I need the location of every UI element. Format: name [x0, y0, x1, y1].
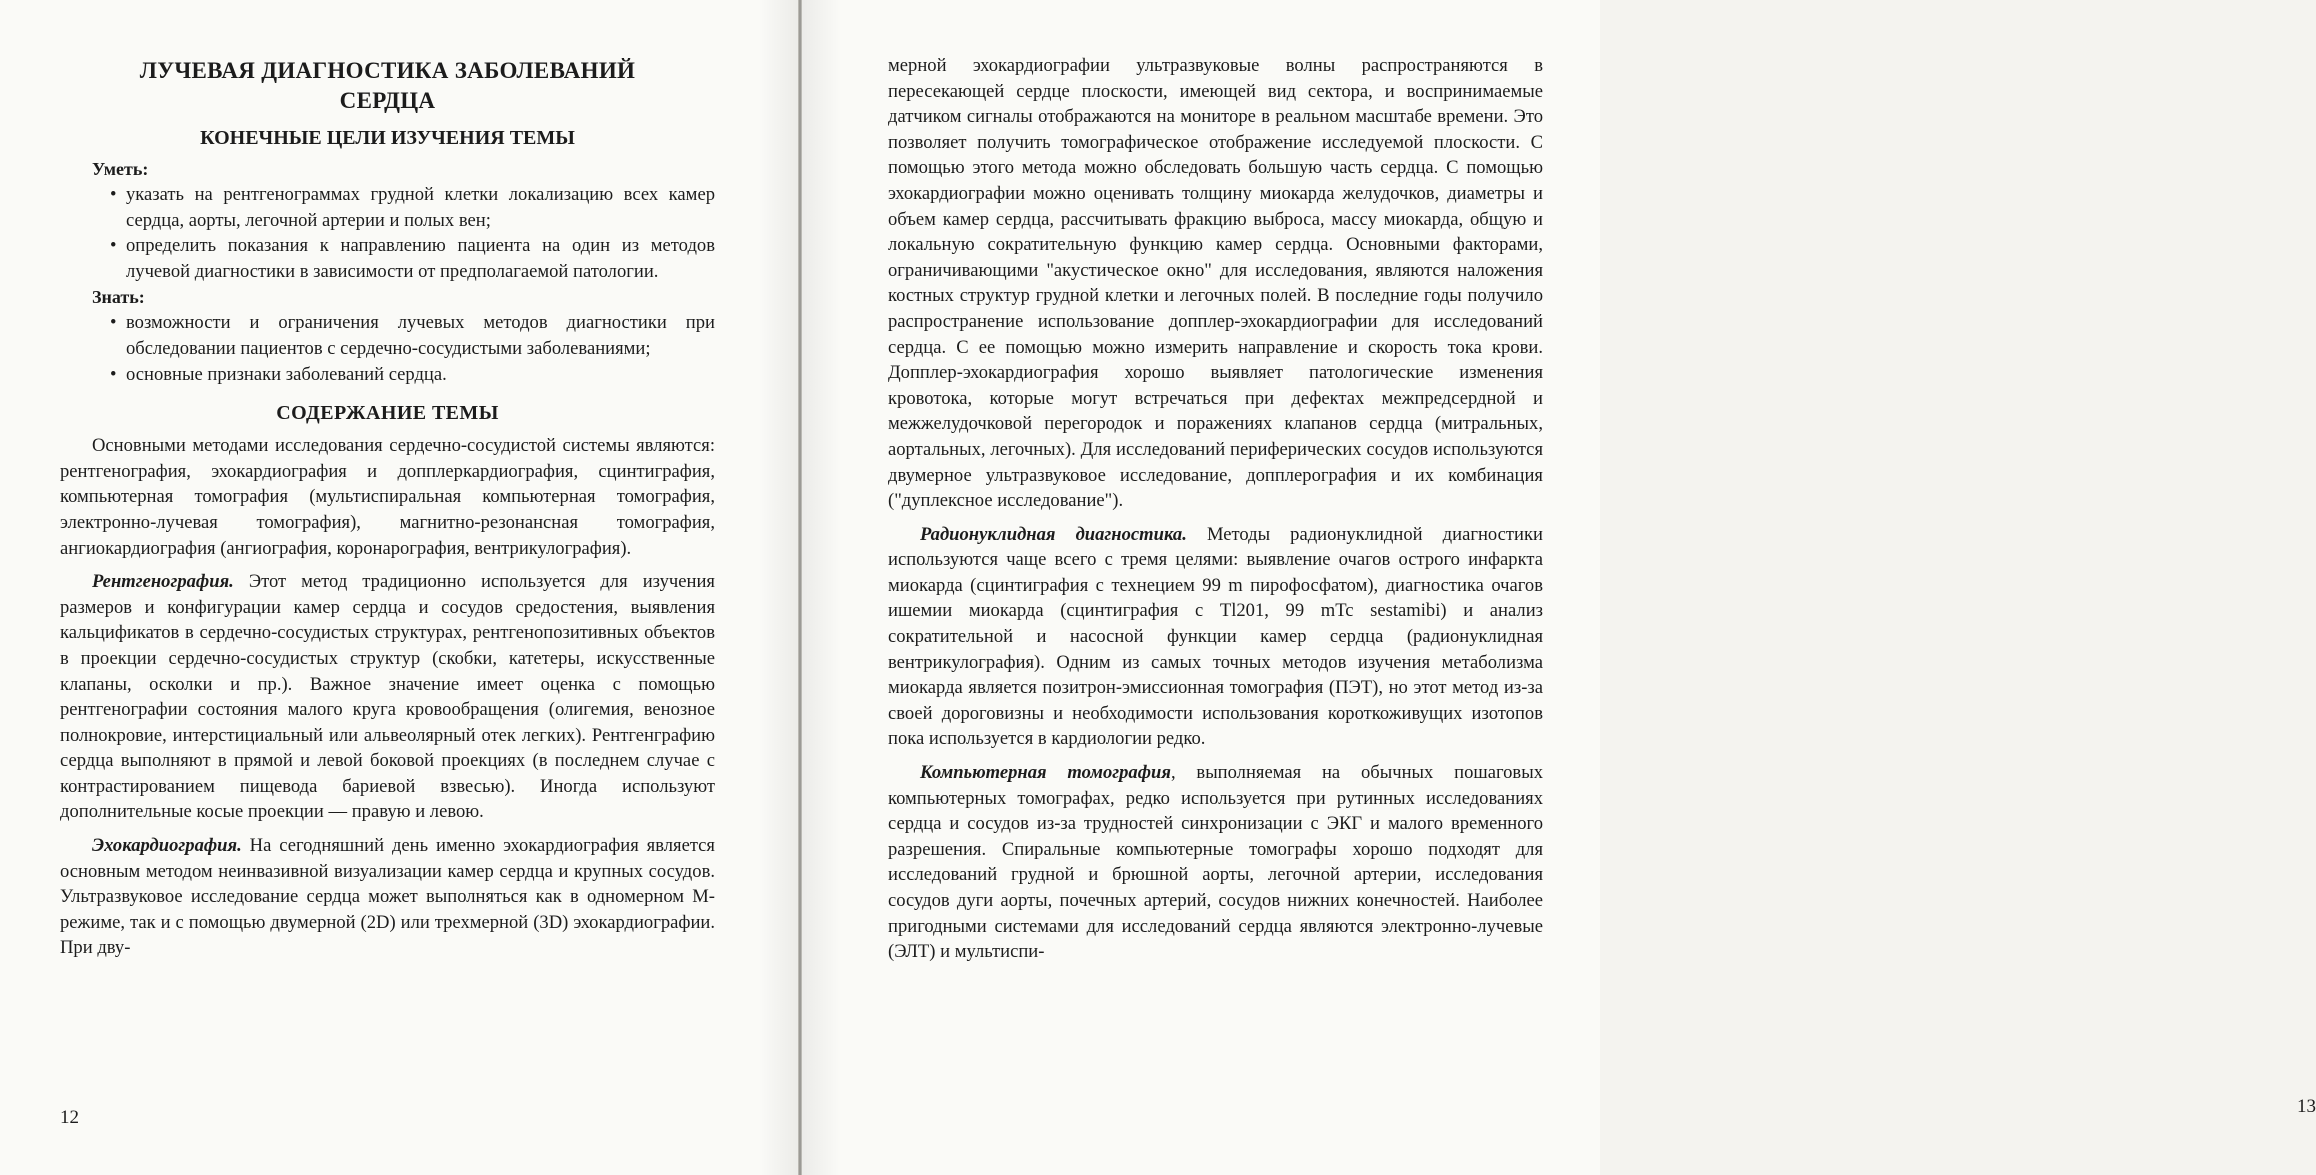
echo-text: На сегодняшний день именно эхокардиография является основным методом неинвазивной визуализации камер сердца и крупных сосудов. Ультразвуковое исследование сердца может выполняться как в одномерном М-режиме, так и с помощью двумерной (2D) или трехмерной (3D) эхокардиографии. При дву- — [60, 835, 715, 959]
radiography-heading: Рентгенография. — [92, 571, 234, 593]
ct-heading: Компьютерная томография — [920, 762, 1171, 784]
gutter-shadow-left — [760, 0, 798, 1175]
umet-list — [110, 182, 715, 284]
chapter-title-line1: ЛУЧЕВАЯ ДИАГНОСТИКА ЗАБОЛЕВАНИЙ — [139, 58, 636, 83]
echo-paragraph — [60, 833, 715, 961]
book-gutter — [798, 0, 802, 1175]
list-item: • указать на рентгенограммах грудной клетки локализацию всех камер сердца, аорты, легочной артерии и полых вен; — [110, 182, 715, 233]
chapter-title — [60, 56, 715, 116]
echo-continuation-paragraph: мерной эхокардиографии ультразвуковые волны распространяются в пересекающей сердце плоскости, имеющей вид сектора, и воспринимаемые датчиком сигналы отображаются на мониторе в реальном масштабе времени. Это позволяет получить томографическое отображение исследуемой плоскости. С помощью этого метода можно обследовать большую часть сердца. С помощью эхокардиографии можно оценивать толщину миокарда желудочков, диаметры и объем камер сердца, рассчитывать фракцию выброса, массу миокарда, общую и локальную сократительную функцию камер сердца. Основными факторами, ограничивающими "акустическое окно" для исследования, являются наложения костных структур грудной клетки и легочных полей. В последние годы получило распространение использование допплер-эхокардиографии для исследований сердца. С ее помощью можно измерить направление и скорость тока крови. Допплер-эхокардиография хорошо выявляет патологические изменения кровотока, которые могут встречаться при дефектах межпредсердной и межжелудочковой перегородок и поражениях клапанов сердца (митральных, аортальных, легочных). Для исследований периферических сосудов используются двумерное ультразвуковое исследование, допплерография и их комбинация ("дуплексное исследование"). — [888, 55, 1543, 512]
list-item: • основные признаки заболеваний сердца. — [110, 362, 715, 388]
right-page — [800, 0, 2316, 1175]
left-page — [0, 0, 800, 1175]
list-item: • определить показания к направлению пациента на один из методов лучевой диагностики в зависимости от предполагаемой патологии. — [110, 233, 715, 284]
gutter-shadow-right — [802, 0, 840, 1175]
umet-label: Уметь: — [92, 159, 149, 179]
left-page-text — [60, 56, 715, 969]
radiography-paragraph — [60, 569, 715, 825]
page-number-right: 13 — [2297, 1096, 2316, 1117]
intro-paragraph: Основными методами исследования сердечно-сосудистой системы являются: рентгенография, эхокардиография и допплеркардиография, сцинтиграфия, компьютерная томография (мультиспиральная компьютерная томография, электронно-лучевая томография), магнитно-резонансная томография, ангиокардиография (ангиография, коронарография, вентрикулография). — [60, 435, 715, 559]
page-number-left: 12 — [60, 1107, 79, 1128]
right-page-text — [888, 53, 1543, 973]
radionuclide-paragraph — [888, 522, 1543, 752]
radionuclide-heading: Радионуклидная диагностика. — [920, 523, 1187, 545]
echo-heading: Эхокардиография. — [92, 835, 242, 857]
znat-label: Знать: — [92, 287, 145, 308]
ct-text: , выполняемая на обычных пошаговых компьютерных томографах, редко используется при рутинных исследованиях сердца и сосудов из-за трудностей синхронизации с ЭКГ и малого временного разрешения. Спиральные компьютерные томографы хорошо подходят для исследований грудной и брюшной аорты, легочной артерии, исследования сосудов дуги аорты, почечных артерий, сосудов нижних конечностей. Наиболее пригодными системами для исследований сердца являются электронно-лучевые (ЭЛТ) и мультиспи- — [888, 762, 1543, 963]
radiography-text: Этот метод традиционно используется для изучения размеров и конфигурации камер сердца и сосудов средостения, выявления кальцификатов в сердечно-сосудистых структурах, рентгенопозитивных объектов в проекции сердечно-сосудистых структур (скобки, катетеры, искусственные клапаны, осколки и пр.). Важное значение имеет оценка с помощью рентгенографии состояния малого круга кровообращения (олигемия, венозное полнокровие, интерстициальный или альвеолярный отек легких). Рентгенграфию сердца выполняют в прямой и левой боковой проекциях (в последнем случае с контрастированием пищевода бариевой взвесью). Иногда используют дополнительные косые проекции — правую и левою. — [60, 571, 715, 823]
znat-list — [110, 310, 715, 387]
chapter-title-line2: СЕРДЦА — [339, 88, 436, 113]
list-item: • возможности и ограничения лучевых методов диагностики при обследовании пациентов с сердечно-сосудистыми заболеваниями; — [110, 310, 715, 361]
radionuclide-text: Методы радионуклидной диагностики используются чаще всего с тремя целями: выявление очагов острого инфаркта миокарда (сцинтиграфия с технецием 99 m пирофосфатом), диагностика очагов ишемии миокарда (сцинтиграфия с Tl201, 99 mTc sestamibi) и анализ сократительной и насосной функции камер сердца (радионуклидная вентрикулография). Одним из самых точных методов изучения метаболизма миокарда является позитрон-эмиссионная томография (ПЭТ), но этот метод из-за своей дороговизны и необходимости использования короткоживущих изотопов пока используется в кардиологии редко. — [888, 523, 1543, 750]
goals-heading: КОНЕЧНЫЕ ЦЕЛИ ИЗУЧЕНИЯ ТЕМЫ — [200, 127, 575, 149]
ct-paragraph — [888, 760, 1543, 965]
content-heading: СОДЕРЖАНИЕ ТЕМЫ — [276, 402, 499, 425]
